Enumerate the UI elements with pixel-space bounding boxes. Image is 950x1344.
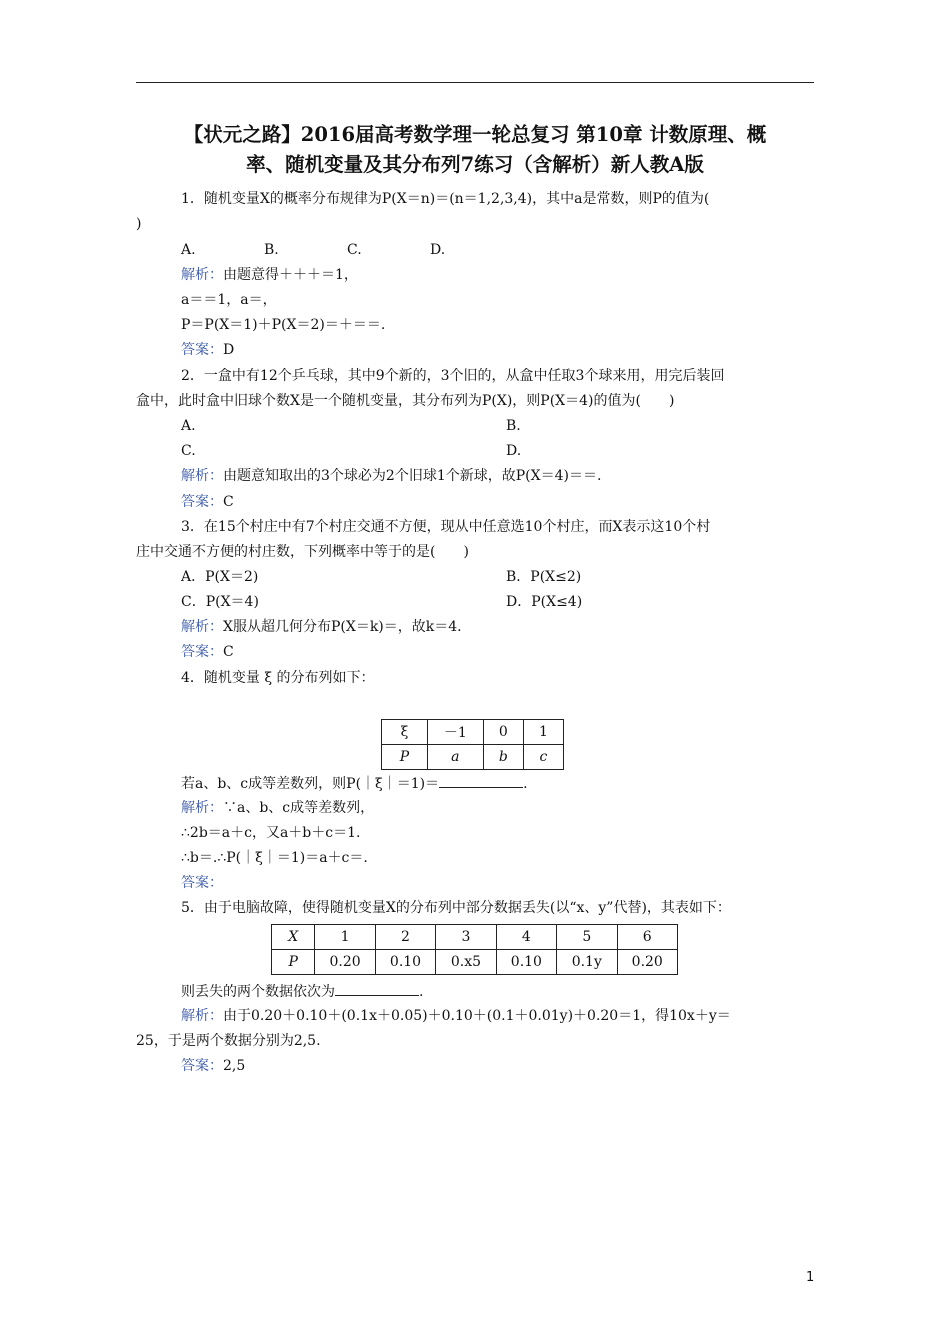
q5-distribution-table (271, 924, 678, 975)
q1-stem-end: ) (136, 216, 142, 232)
q1-answer-value: D (223, 342, 235, 358)
q2-option-c: C. (181, 443, 196, 459)
fill-in-blank (335, 981, 419, 996)
q3-solution (181, 617, 462, 637)
q5-question-end: . (419, 984, 424, 1000)
table-cell: 0.1y (557, 950, 617, 975)
q1-option-b: B. (264, 242, 279, 258)
q3-option-d: D．P(X≤4) (506, 594, 583, 610)
table-cell: 1 (315, 925, 375, 950)
q1-option-c: C. (347, 242, 362, 258)
q3-stem: 3．在15个村庄中有7个村庄交通不方便，现从中任意选10个村庄，而X表示这10个村 (181, 519, 711, 535)
q2-answer-value: C (223, 494, 234, 510)
q1-option-d: D. (430, 242, 446, 258)
q3-answer-value: C (223, 644, 234, 660)
table-cell: 4 (496, 925, 556, 950)
document-title (136, 120, 814, 180)
table-cell: c (523, 745, 563, 770)
title-line-1: 【状元之路】2016届高考数学理一轮总复习 第10章 计数原理、概 (183, 123, 767, 146)
q2-option-a: A. (181, 418, 196, 434)
page-number: 1 (806, 1270, 815, 1285)
q4-solution-line-3: ∴b＝.∴P(｜ξ｜＝1)＝a＋c＝. (181, 850, 368, 866)
answer-label: 答案： (181, 1058, 223, 1074)
table-cell: 2 (375, 925, 435, 950)
table-cell: 0.10 (375, 950, 435, 975)
q2-answer (181, 492, 234, 512)
q5-question-text: 则丢失的两个数据依次为 (181, 984, 335, 1000)
solution-label: 解析： (181, 619, 223, 635)
q1-answer (181, 340, 234, 360)
q4-solution (181, 798, 374, 818)
fill-in-blank (439, 773, 523, 788)
q5-answer (181, 1056, 245, 1076)
q3-answer (181, 642, 234, 662)
table-cell: 0 (483, 720, 523, 745)
answer-label: 答案： (181, 644, 223, 660)
q3-stem-cont: 庄中交通不方便的村庄数，下列概率中等于的是( ) (136, 544, 469, 560)
table-cell: a (427, 745, 483, 770)
table-cell: －1 (427, 720, 483, 745)
q2-solution (181, 466, 601, 486)
q5-stem: 5．由于电脑故障，使得随机变量X的分布列中部分数据丢失(以“x、y”代替)，其表如下： (181, 900, 731, 916)
q2-option-d: D. (506, 443, 522, 459)
table-cell: 0.x5 (436, 950, 496, 975)
q3-option-c: C．P(X＝4) (181, 594, 259, 610)
q4-answer (181, 873, 223, 893)
table-row (382, 720, 564, 745)
q2-stem: 2．一盒中有12个乒乓球，其中9个新的，3个旧的，从盒中任取3个球来用，用完后装回 (181, 368, 725, 384)
table-row (272, 925, 678, 950)
q4-solution-line-1: ∵a、b、c成等差数列， (223, 800, 375, 816)
q4-question (181, 773, 528, 794)
table-cell: P (272, 950, 315, 975)
table-row (382, 745, 564, 770)
table-cell: 0.20 (617, 950, 677, 975)
q4-solution-line-2: ∴2b＝a＋c，又a＋b＋c＝1. (181, 825, 361, 841)
q2-stem-cont: 盒中，此时盒中旧球个数X是一个随机变量，其分布列为P(X)，则P(X＝4)的值为( ) (136, 393, 675, 409)
q3-option-a: A．P(X＝2) (181, 569, 259, 585)
q4-stem: 4．随机变量 ξ 的分布列如下： (181, 670, 375, 686)
q1-solution (181, 265, 358, 285)
table-cell: X (272, 925, 315, 950)
q5-answer-value: 2,5 (223, 1058, 246, 1074)
header-rule (136, 82, 814, 83)
q4-question-text: 若a、b、c成等差数列，则P(｜ξ｜＝1)＝ (181, 776, 440, 792)
q5-solution (181, 1006, 731, 1026)
answer-label: 答案： (181, 875, 223, 891)
q2-option-b: B. (506, 418, 521, 434)
table-cell: P (382, 745, 428, 770)
q4-distribution-table (381, 719, 564, 770)
table-row (272, 950, 678, 975)
q1-stem: 1．随机变量X的概率分布规律为P(X＝n)＝(n＝1,2,3,4)，其中a是常数，则P的值为( (181, 191, 710, 207)
table-cell: 0.10 (496, 950, 556, 975)
title-line-2: 率、随机变量及其分布列7练习（含解析）新人教A版 (246, 153, 704, 176)
solution-label: 解析： (181, 800, 223, 816)
q1-solution-line-1: 由题意得＋＋＋＝1， (223, 267, 358, 283)
answer-label: 答案： (181, 342, 223, 358)
q5-solution-line-2: 25，于是两个数据分别为2,5. (136, 1033, 321, 1049)
table-cell: 6 (617, 925, 677, 950)
table-cell: 3 (436, 925, 496, 950)
q1-option-a: A. (181, 242, 196, 258)
q5-question (181, 981, 423, 1002)
q3-option-b: B．P(X≤2) (506, 569, 582, 585)
solution-label: 解析： (181, 1008, 223, 1024)
table-cell: b (483, 745, 523, 770)
q5-solution-line-1: 由于0.20＋0.10＋(0.1x＋0.05)＋0.10＋(0.1＋0.01y)＋0.20＝1，得10x＋y＝ (223, 1008, 731, 1024)
q4-question-end: . (523, 776, 528, 792)
q1-solution-line-2: a＝＝1，a＝， (181, 292, 277, 308)
table-cell: ξ (382, 720, 428, 745)
q1-solution-line-3: P＝P(X＝1)＋P(X＝2)＝＋＝＝. (181, 317, 386, 333)
table-cell: 5 (557, 925, 617, 950)
q3-solution-line-1: X服从超几何分布P(X＝k)＝，故k＝4. (223, 619, 462, 635)
q2-solution-line-1: 由题意知取出的3个球必为2个旧球1个新球，故P(X＝4)＝＝. (223, 468, 602, 484)
table-cell: 1 (523, 720, 563, 745)
table-cell: 0.20 (315, 950, 375, 975)
solution-label: 解析： (181, 468, 223, 484)
solution-label: 解析： (181, 267, 223, 283)
answer-label: 答案： (181, 494, 223, 510)
